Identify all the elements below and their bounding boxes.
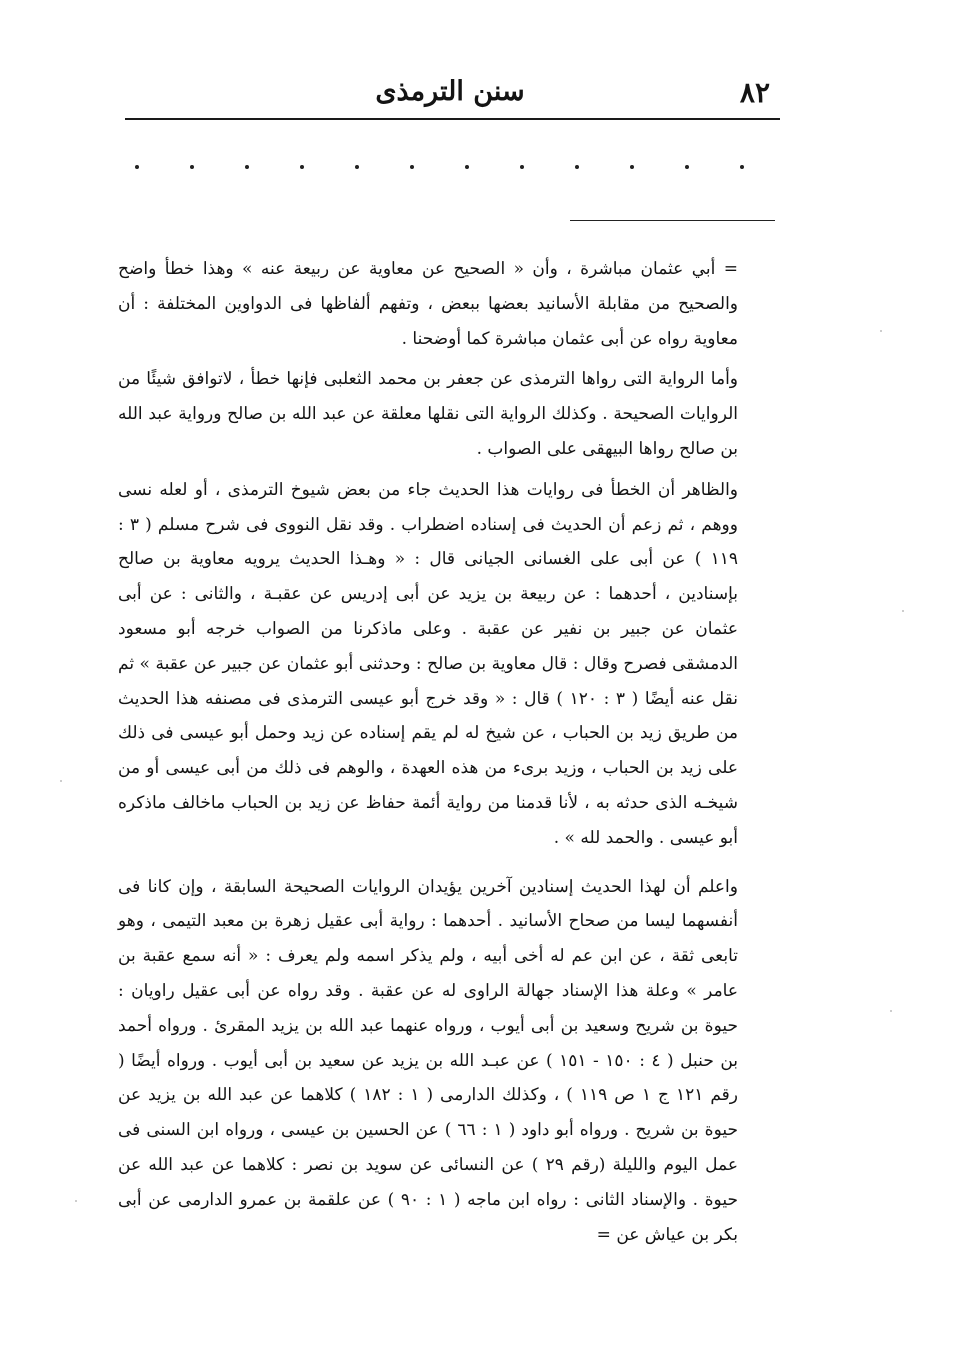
ellipsis-dot [300,165,304,169]
scan-speck [890,1010,892,1012]
header-rule [125,118,780,120]
ellipsis-dot [245,165,249,169]
footnote-paragraph: واعلم أن لهذا الحديث إسنادين آخرين يؤيدان الروايات الصحيحة السابقة ، وإن كانا فى أنفسهما ليسا من صحاح الأسانيد . أحدهما : رواية أبى عقيل زهرة بن معبد التيمى ، وهو تابعى ثقة ، عن ابن عم له أخى أبيه ، ولم يذكر اسمه ولم يعرف : « أنه سمع عقبة بن عامر » وعلة هذا الإسناد جهالة الراوى له عن عقبة . وقد رواه عن أبى عقيل راويان : حيوة بن شريح وسعيد بن أبى أيوب ، ورواه عنهما عبد الله بن يزيد المقرئ . ورواه أحمد بن حنبل ( ٤ : ١٥٠ - ١٥١ ) عن عبـد الله بن يزيد عن سعيد بن أبى أيوب . ورواه أيضًا ( رقم ١٢١ ج ١ ص ١١٩ ) ، وكذلك الدارمى ( ١ : ١٨٢ ) كلاهما عن عبد الله بن يزيد عن حيوة بن شريح . ورواه أبو داود ( ١ : ٦٦ ) عن الحسين بن عيسى ، ورواه ابن السنى فى عمل اليوم والليلة (رقم ٢٩ ) عن النسائى عن سويد بن نصر : كلاهما عن عبد الله عن حيوة . والإسناد الثانى : رواه ابن ماجه ( ١ : ٩٠ ) عن علقمة بن عمرو الدارمى عن أبى بكر بن عياش عن = [118,876,738,1245]
ellipsis-dot [410,165,414,169]
footnote-paragraph: والظاهر أن الخطأ فى روايات هذا الحديث جاء من بعض شيوخ الترمذى ، أو لعله نسى ووهم ، ثم زعم أن الحديث فى إسناده اضطراب . وقد نقل النووى فى شرح مسلم ( ٣ : ١١٩ ) عن أبى على الغسانى الجيانى قال : « وهـذا الحديث يرويه معاوية بن صالح بإسنادين ، أحدهما : عن ربيعة بن يزيد عن أبى إدريس عن عقبـة ، والثانى : عن أبى عثمان عن جبير بن نفير عن عقبة . وعلى ماذكرنا من الصواب خرجه أبو مسعود الدمشقى فصرح وقال : قال معاوية بن صالح : وحدثنى أبو عثمان عن جبير عن عقبة » ثم نقل عنه أيضًا ( ٣ : ١٢٠ ) قال : « وقد خرج أبو عيسى الترمذى فى مصنفه هذا الحديث من طريق زيد بن الحباب ، عن شيخ له لم يقم إسناده عن زيد وحمل أبو عيسى فى ذلك على زيد بن الحباب ، وزيد برىء من هذه العهدة ، والوهم فى ذلك من أبى عيسى أو من شيخـه الذى حدثه به ، لأنا قدمنا من رواية أئمة حفاظ عن زيد بن الحباب ماخالف ماذكره أبو عيسى . والحمد لله » . [118,479,738,848]
ellipsis-dot [465,165,469,169]
page-number: ٨٢ [739,76,770,109]
footnote-paragraph: وأما الرواية التى رواها الترمذى عن جعفر بن محمد الثعلبى فإنها خطأ ، لاتوافق شيئًا من الروايات الصحيحة . وكذلك الرواية التى نقلها معلقة عن عبد الله بن صالح ورواية عبد الله بن صالح رواها البيهقى على الصواب . [118,369,738,459]
footnote-paragraph: = أبي عثمان مباشرة ، وأن « الصحيح عن معاوية عن ربيعة عنه » وهذا خطأ واضح والصحيح من مقابلة الأسانيد بعضها ببعض ، وتفهم ألفاظها فى الدواوين المختلفة : أن معاوية رواه عن أبى عثمان مباشرة كما أوضحنا . [118,259,738,349]
ellipsis-dot [575,165,579,169]
ellipsis-dot [135,165,139,169]
scan-speck [902,610,904,612]
footnote-separator [570,220,775,221]
elided-text-dots [135,165,765,185]
ellipsis-dot [685,165,689,169]
ellipsis-dot [520,165,524,169]
ellipsis-dot [355,165,359,169]
scan-speck [880,330,882,332]
scan-speck [60,780,62,782]
ellipsis-dot [740,165,744,169]
ellipsis-dot [190,165,194,169]
scan-speck [75,1200,77,1202]
footnote-text [118,252,738,1252]
ellipsis-dot [630,165,634,169]
page-header [120,72,780,112]
running-title: سنن الترمذى [375,76,525,107]
